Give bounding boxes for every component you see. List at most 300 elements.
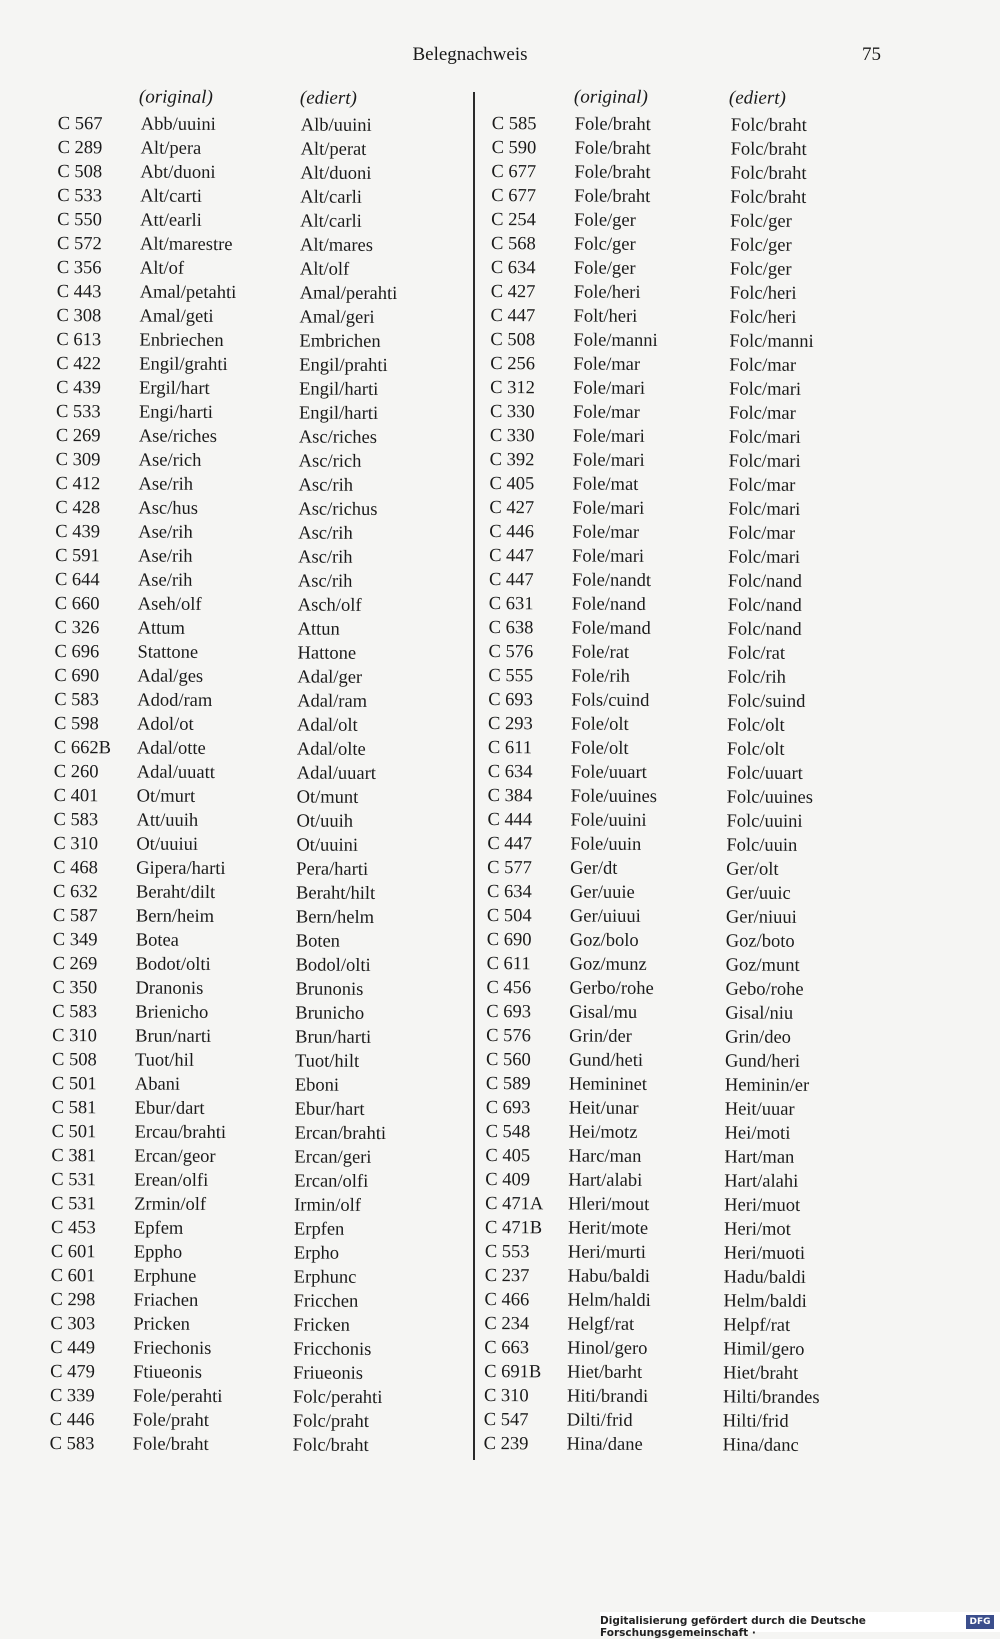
edited-form-cell: Hei/moti [724, 1123, 791, 1144]
table-row [51, 1144, 451, 1170]
original-form-cell: Grin/der [569, 1026, 632, 1047]
edited-form-cell: Engil/harti [298, 403, 379, 424]
reference-cell: C 568 [490, 233, 536, 255]
table-row [488, 784, 908, 811]
reference-cell: C 309 [55, 449, 101, 471]
reference-cell: C 447 [490, 305, 536, 327]
edited-form-cell: Ger/niuui [725, 907, 797, 928]
reference-cell: C 260 [53, 761, 99, 783]
reference-cell: C 508 [51, 1049, 97, 1071]
edited-form-cell: Erpfen [293, 1219, 345, 1240]
reference-cell: C 409 [485, 1169, 531, 1191]
original-form-cell: Folt/heri [573, 306, 638, 327]
page-number: 75 [862, 44, 881, 65]
original-form-cell: Aseh/olf [137, 594, 202, 615]
reference-cell: C 567 [57, 113, 103, 135]
table-row [56, 352, 456, 378]
edited-form-cell: Friueonis [293, 1363, 364, 1384]
reference-cell: C 310 [52, 1025, 97, 1047]
table-row [51, 1168, 451, 1194]
original-form-cell: Ase/rih [137, 570, 193, 591]
original-form-cell: Dranonis [135, 978, 204, 999]
reference-cell: C 634 [487, 881, 532, 903]
original-form-cell: Botea [135, 930, 179, 951]
table-row [54, 664, 454, 690]
edited-form-cell: Pera/harti [296, 859, 369, 880]
left-column-rows [50, 112, 458, 1458]
table-row [488, 664, 908, 691]
table-row [55, 568, 455, 594]
original-form-cell: Friachen [133, 1290, 199, 1311]
table-row [484, 1312, 904, 1339]
original-form-cell: Hart/alabi [568, 1170, 643, 1191]
reference-cell: C 548 [485, 1121, 531, 1143]
reference-cell: C 330 [489, 401, 535, 423]
table-row [51, 1192, 451, 1218]
reference-cell: C 660 [54, 593, 100, 615]
reference-cell: C 696 [54, 641, 100, 663]
original-form-cell: Adal/otte [136, 738, 206, 759]
reference-cell: C 638 [488, 617, 534, 639]
edited-form-cell: Folc/nand [727, 619, 802, 640]
original-form-cell: Fole/uuini [570, 810, 647, 831]
table-row [491, 232, 911, 259]
original-form-cell: Fole/manni [573, 330, 658, 352]
original-form-cell: Ase/rich [138, 450, 202, 471]
table-row [53, 808, 453, 834]
original-form-cell: Alt/marestre [139, 234, 233, 256]
table-row [487, 928, 907, 955]
reference-cell: C 508 [490, 329, 536, 351]
table-row [52, 1048, 452, 1074]
original-form-cell: Helgf/rat [567, 1314, 635, 1335]
reference-cell: C 501 [51, 1121, 97, 1143]
edited-form-cell: Amal/geri [299, 307, 375, 328]
table-row [487, 952, 907, 979]
reference-cell: C 330 [489, 425, 535, 447]
edited-form-cell: Folc/ger [730, 211, 792, 232]
original-form-cell: Fole/mat [572, 474, 639, 495]
reference-cell: C 531 [51, 1193, 96, 1215]
edited-form-cell: Asc/rih [297, 571, 353, 592]
edited-form-cell: Goz/boto [725, 931, 795, 952]
table-row [489, 568, 909, 595]
reference-cell: C 634 [490, 257, 536, 279]
reference-cell: C 631 [488, 593, 534, 615]
table-row [54, 688, 454, 714]
table-row [491, 280, 911, 307]
reference-cell: C 663 [484, 1337, 530, 1359]
edited-form-cell: Alt/carli [300, 187, 363, 208]
reference-cell: C 581 [51, 1097, 97, 1119]
table-row [52, 1120, 452, 1146]
edited-form-cell: Engil/harti [299, 379, 379, 400]
reference-cell: C 662B [53, 737, 112, 759]
reference-cell: C 677 [491, 185, 537, 207]
original-form-cell: Amal/geti [139, 306, 214, 327]
edited-form-cell: Folc/manni [729, 331, 814, 352]
table-row [489, 496, 909, 523]
original-form-cell: Bodot/olti [135, 954, 211, 975]
edited-form-cell: Adal/olt [297, 715, 358, 736]
edited-form-cell: Asch/olf [297, 595, 362, 616]
table-row [52, 1096, 452, 1122]
table-row [485, 1192, 905, 1219]
edited-form-cell: Embrichen [299, 331, 381, 352]
edited-form-cell: Heri/muoti [723, 1243, 806, 1264]
heading-original: (original) [573, 86, 648, 108]
table-row [50, 1360, 450, 1386]
original-form-cell: Ase/rih [138, 474, 194, 495]
edited-form-cell: Hart/man [724, 1147, 795, 1168]
table-row [57, 208, 457, 234]
edited-form-cell: Ger/olt [726, 859, 779, 880]
original-form-cell: Fole/heri [573, 282, 641, 303]
reference-cell: C 576 [488, 641, 534, 663]
reference-cell: C 298 [50, 1289, 96, 1311]
edited-form-cell: Adal/olte [296, 739, 366, 760]
edited-form-cell: Goz/munt [725, 955, 800, 976]
reference-cell: C 533 [55, 401, 101, 423]
edited-form-cell: Attun [297, 619, 340, 640]
original-form-cell: Ergil/hart [139, 378, 210, 399]
edited-form-cell: Folc/mar [729, 355, 797, 376]
original-form-cell: Dilti/frid [566, 1410, 633, 1431]
reference-cell: C 693 [486, 1001, 532, 1023]
table-row [50, 1384, 450, 1410]
edited-form-cell: Eboni [294, 1075, 340, 1096]
original-form-cell: Fole/ger [573, 258, 636, 279]
reference-cell: C 401 [53, 785, 99, 807]
reference-cell: C 677 [491, 161, 537, 183]
reference-cell: C 308 [56, 305, 102, 327]
heading-edited: (ediert) [299, 87, 357, 109]
reference-cell: C 583 [54, 689, 100, 711]
reference-cell: C 422 [56, 353, 102, 375]
edited-form-cell: Folc/olt [726, 739, 785, 760]
original-form-cell: Fole/ger [574, 210, 636, 231]
reference-cell: C 310 [53, 833, 99, 855]
edited-form-cell: Ercan/brahti [294, 1123, 387, 1145]
original-form-cell: Engi/harti [138, 402, 214, 423]
reference-cell: C 533 [57, 185, 103, 207]
table-row [56, 376, 456, 402]
original-form-cell: Fole/braht [574, 138, 651, 159]
reference-cell: C 576 [486, 1025, 531, 1047]
reference-cell: C 611 [486, 953, 531, 975]
table-row [489, 592, 909, 619]
original-form-cell: Fole/mar [572, 522, 640, 543]
edited-form-cell: Folc/heri [729, 283, 797, 304]
original-form-cell: Att/earli [140, 210, 202, 231]
reference-cell: C 443 [56, 281, 102, 303]
edited-form-cell: Hilti/brandes [722, 1387, 820, 1409]
table-row [484, 1288, 904, 1315]
left-column [50, 84, 458, 1458]
reference-cell: C 256 [490, 353, 536, 375]
reference-cell: C 449 [50, 1337, 96, 1359]
edited-form-cell: Bodol/olti [295, 955, 371, 976]
original-form-cell: Fole/braht [574, 186, 651, 207]
reference-cell: C 613 [56, 329, 102, 351]
table-row [50, 1288, 450, 1314]
original-form-cell: Erean/olfi [134, 1170, 209, 1191]
original-form-cell: Fole/mari [572, 450, 645, 471]
table-row [485, 1216, 905, 1243]
reference-cell: C 427 [489, 497, 535, 519]
original-form-cell: Ot/uuiui [136, 834, 199, 855]
edited-form-cell: Alt/carli [300, 211, 362, 232]
table-row [485, 1240, 905, 1267]
reference-cell: C 471B [484, 1217, 543, 1239]
original-form-cell: Fols/cuind [571, 690, 650, 711]
original-form-cell: Epfem [133, 1218, 184, 1239]
reference-cell: C 634 [487, 761, 533, 783]
reference-cell: C 310 [483, 1385, 529, 1407]
table-row [54, 736, 454, 762]
reference-cell: C 289 [57, 137, 103, 159]
edited-form-cell: Ot/uuini [296, 835, 359, 856]
original-form-cell: Engil/grahti [139, 354, 228, 376]
edited-form-cell: Heri/muot [724, 1195, 801, 1216]
edited-form-cell: Tuot/hilt [294, 1051, 360, 1072]
reference-cell: C 234 [484, 1313, 530, 1335]
edited-form-cell: Folc/ger [729, 259, 792, 280]
edited-form-cell: Ger/uuic [725, 883, 791, 904]
table-row [50, 1336, 450, 1362]
table-row [488, 760, 908, 787]
reference-cell: C 350 [52, 977, 98, 999]
edited-form-cell: Alt/duoni [300, 163, 372, 184]
reference-cell: C 585 [491, 113, 537, 135]
reference-cell: C 691B [484, 1361, 542, 1383]
edited-form-cell: Hadu/baldi [723, 1267, 806, 1288]
original-form-cell: Fole/rat [571, 642, 630, 663]
reference-cell: C 693 [488, 689, 534, 711]
edited-form-cell: Hina/danc [722, 1435, 799, 1456]
original-form-cell: Zrmin/olf [134, 1194, 207, 1215]
edited-form-cell: Hart/alahi [724, 1171, 799, 1192]
table-row [55, 520, 455, 546]
table-row [491, 208, 911, 235]
table-row [53, 928, 453, 954]
original-form-cell: Ercan/geor [134, 1146, 216, 1167]
reference-cell: C 553 [484, 1241, 530, 1263]
running-title: Belegnachweis [412, 44, 528, 65]
table-row [52, 1072, 452, 1098]
original-form-cell: Adol/ot [137, 714, 194, 735]
reference-cell: C 428 [55, 497, 101, 519]
table-row [487, 880, 907, 907]
table-row [491, 256, 911, 283]
table-row [55, 472, 455, 498]
reference-cell: C 384 [487, 785, 533, 807]
original-form-cell: Hina/dane [566, 1434, 643, 1455]
original-form-cell: Goz/bolo [569, 930, 639, 951]
reference-cell: C 591 [55, 545, 100, 567]
reference-cell: C 356 [56, 257, 102, 279]
original-form-cell: Asc/hus [138, 498, 199, 519]
edited-form-cell: Brunonis [295, 979, 364, 1000]
original-form-cell: Harc/man [568, 1146, 642, 1167]
table-row [53, 880, 453, 906]
original-form-cell: Fole/rih [571, 666, 631, 687]
reference-cell: C 444 [487, 809, 533, 831]
table-row [492, 112, 912, 139]
reference-cell: C 611 [487, 737, 533, 759]
table-row [53, 904, 453, 930]
table-row [57, 232, 457, 258]
table-row [484, 1432, 904, 1459]
edited-form-cell: Asc/rich [298, 451, 362, 472]
table-row [484, 1384, 904, 1411]
original-form-cell: Ger/dt [570, 858, 618, 879]
reference-cell: C 447 [488, 569, 534, 591]
reference-cell: C 693 [485, 1097, 531, 1119]
original-form-cell: Fole/mari [572, 426, 645, 447]
original-form-cell: Adod/ram [137, 690, 213, 711]
reference-cell: C 468 [53, 857, 98, 879]
original-form-cell: Hiti/brandi [566, 1386, 649, 1407]
edited-form-cell: Bern/helm [295, 907, 375, 928]
table-row [491, 304, 911, 331]
reference-cell: C 254 [491, 209, 536, 231]
original-form-cell: Fole/uuin [570, 834, 642, 855]
original-form-cell: Tuot/hil [134, 1050, 195, 1071]
reference-cell: C 555 [488, 665, 534, 687]
reference-cell: C 479 [50, 1361, 95, 1383]
original-form-cell: Fole/nandt [571, 570, 652, 591]
edited-form-cell: Gund/heri [724, 1051, 801, 1072]
original-form-cell: Beraht/dilt [136, 882, 216, 903]
edited-form-cell: Erpho [293, 1243, 340, 1264]
edited-form-cell: Fricchen [293, 1291, 359, 1312]
edited-form-cell: Folc/mari [728, 451, 801, 472]
original-form-cell: Amal/petahti [139, 282, 237, 304]
table-row [58, 112, 458, 138]
edited-form-cell: Gisal/niu [725, 1003, 794, 1024]
original-form-cell: Ebur/dart [134, 1098, 205, 1119]
reference-cell: C 446 [49, 1409, 95, 1431]
original-form-cell: Helm/haldi [567, 1290, 651, 1311]
reference-cell: C 303 [50, 1313, 96, 1335]
heading-original: (original) [138, 86, 213, 108]
edited-form-cell: Folc/praht [292, 1411, 369, 1432]
edited-form-cell: Brun/harti [295, 1027, 372, 1048]
edited-form-cell: Amal/perahti [299, 283, 398, 305]
edited-form-cell: Alt/mares [299, 235, 374, 256]
reference-cell: C 589 [485, 1073, 531, 1095]
footer-credit: Digitalisierung gefördert durch die Deutsche Forschungsgemeinschaft · [600, 1615, 866, 1639]
edited-form-cell: Folc/mar [728, 523, 796, 544]
table-row [58, 136, 458, 162]
edited-form-cell: Himil/gero [723, 1339, 805, 1360]
original-form-cell: Gund/heti [568, 1050, 644, 1071]
original-form-cell: Fole/mar [572, 402, 640, 423]
table-row [50, 1312, 450, 1338]
original-form-cell: Ercau/brahti [134, 1122, 227, 1144]
table-row [55, 592, 455, 618]
reference-cell: C 601 [50, 1265, 96, 1287]
reference-cell: C 598 [54, 713, 99, 735]
table-row [490, 424, 910, 451]
table-row [53, 856, 453, 882]
right-column-rows [484, 112, 912, 1459]
table-row [489, 616, 909, 643]
reference-cell: C 456 [486, 977, 532, 999]
table-row [486, 1072, 906, 1099]
original-form-cell: Fole/uuines [570, 786, 658, 808]
reference-cell: C 572 [56, 233, 102, 255]
original-form-cell: Fole/olt [571, 714, 629, 735]
edited-form-cell: Folc/olt [727, 715, 785, 736]
original-form-cell: Hiet/barht [567, 1362, 643, 1383]
edited-form-cell: Folc/mari [728, 427, 801, 448]
table-row [484, 1336, 904, 1363]
table-row [488, 736, 908, 763]
reference-cell: C 405 [485, 1145, 531, 1167]
table-row [57, 184, 457, 210]
original-form-cell: Alt/of [139, 258, 185, 279]
table-row [57, 256, 457, 282]
edited-form-cell: Boten [295, 931, 341, 952]
original-form-cell: Fole/mari [572, 498, 645, 519]
edited-form-cell: Gebo/rohe [725, 979, 804, 1000]
original-form-cell: Gipera/harti [136, 858, 226, 880]
table-row [490, 400, 910, 427]
table-row [491, 160, 911, 187]
edited-form-cell: Fricchonis [293, 1339, 372, 1360]
table-row [484, 1408, 904, 1435]
table-row [54, 712, 454, 738]
table-row [488, 640, 908, 667]
edited-form-cell: Erphunc [293, 1267, 357, 1288]
edited-form-cell: Alt/perat [300, 139, 367, 160]
original-form-cell: Alt/pera [140, 138, 202, 159]
edited-form-cell: Folc/mari [728, 547, 801, 568]
table-row [490, 328, 910, 355]
original-form-cell: Heri/murti [567, 1242, 647, 1263]
right-column-header [492, 84, 912, 115]
original-form-cell: Eppho [133, 1242, 183, 1263]
table-row [486, 1120, 906, 1147]
reference-cell: C 312 [490, 377, 535, 399]
table-row [53, 952, 453, 978]
table-row [53, 832, 453, 858]
reference-cell: C 439 [55, 521, 101, 543]
edited-form-cell: Folc/nand [727, 595, 802, 616]
reference-cell: C 583 [52, 1001, 98, 1023]
original-form-cell: Fole/mar [573, 354, 641, 375]
table-row [486, 1024, 906, 1051]
heading-edited: (ediert) [728, 87, 786, 109]
table-row [54, 640, 454, 666]
reference-cell: C 504 [486, 905, 532, 927]
edited-form-cell: Ebur/hart [294, 1099, 365, 1120]
table-row [488, 688, 908, 715]
table-row [487, 808, 907, 835]
table-row [488, 712, 908, 739]
reference-cell: C 392 [489, 449, 535, 471]
table-row [55, 496, 455, 522]
reference-cell: C 690 [486, 929, 532, 951]
original-form-cell: Ger/uuie [570, 882, 635, 903]
column-divider [473, 92, 475, 1460]
original-form-cell: Abt/duoni [140, 162, 216, 183]
original-form-cell: Heit/unar [568, 1098, 639, 1119]
original-form-cell: Adal/ges [137, 666, 204, 687]
original-form-cell: Fole/uuart [570, 762, 647, 783]
